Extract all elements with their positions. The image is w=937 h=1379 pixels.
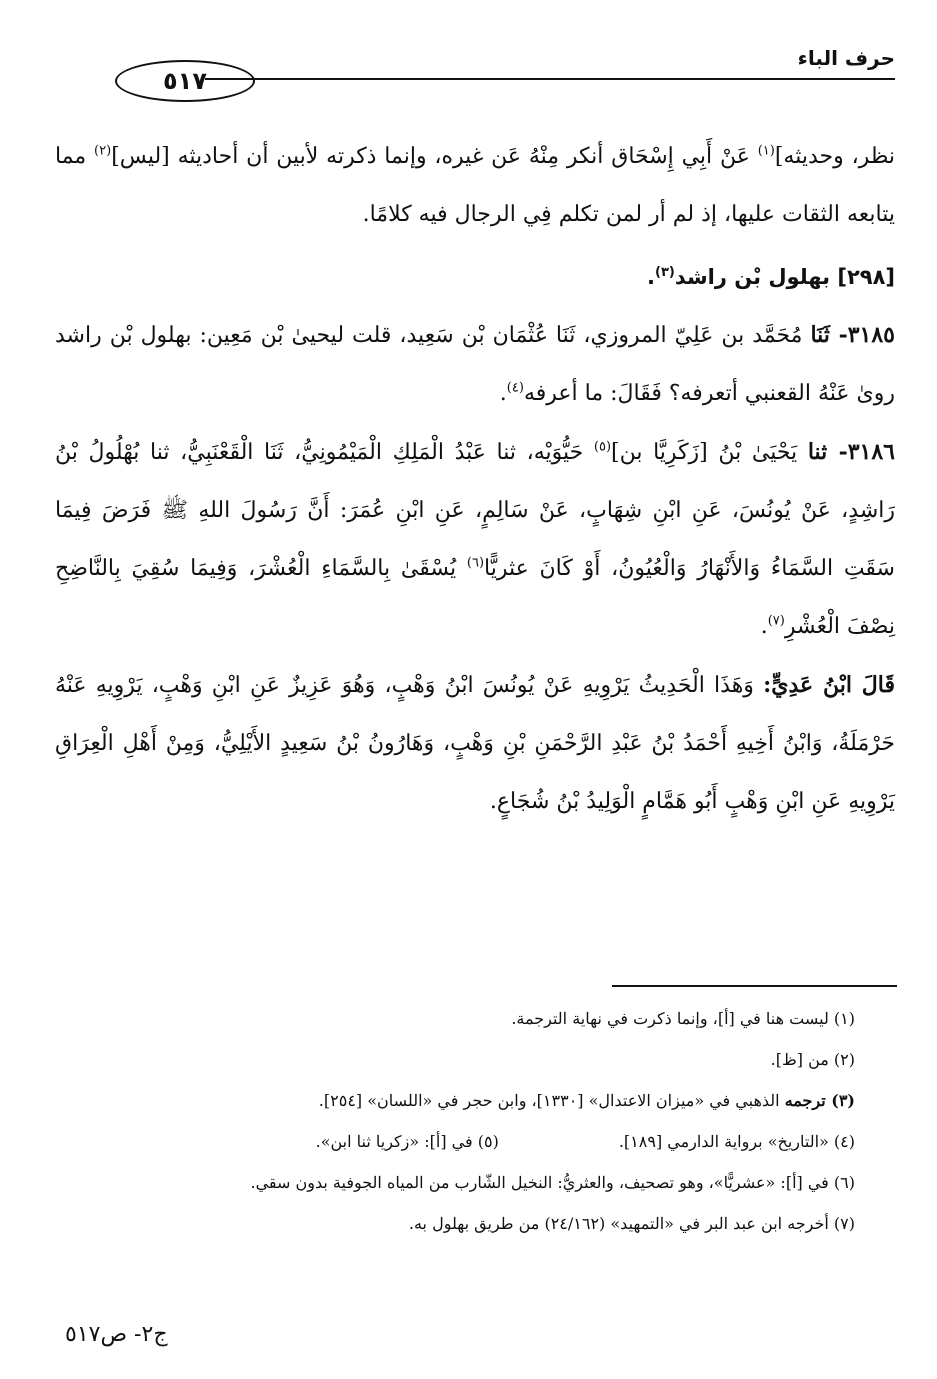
text-run: نظر، وحديثه]	[774, 144, 895, 169]
comment-lead: قَالَ ابْنُ عَدِيٍّ:	[763, 672, 895, 698]
footnote-3	[55, 1080, 855, 1121]
footnote-ref: (٦)	[466, 555, 485, 571]
footnote-separator	[612, 985, 897, 987]
text-run: مُحَمَّد بن عَلِيّ المروزي، ثَنَا عُثْمَان بْن سَعِيد، قلت ليحيىٰ بْن مَعِين: بهلول بْن راشد روىٰ عَنْهُ القعنبي أتعرفه؟ فَقَالَ: ما أعرفه	[55, 323, 895, 406]
main-text	[55, 128, 895, 831]
running-head: حرف الباء	[797, 46, 895, 70]
footnote-6: (٦) في [أ]: «عشريًّا»، وهو تصحيف، والعثريُّ: النخيل الشّارب من المياه الجوفية بدون سقي.	[250, 1173, 855, 1192]
footnote-row-4-5	[55, 1121, 855, 1162]
footnote-4: (٤) «التاريخ» برواية الدارمي [١٨٩].	[618, 1132, 855, 1151]
footnote-5: (٥) في [أ]: «زكريا ثنا ابن».	[315, 1132, 499, 1151]
text-run: الذهبي في «ميزان الاعتدال» [١٣٣٠]، وابن حجر في «اللسان» [٢٥٤].	[318, 1091, 785, 1110]
text-run: .	[647, 265, 655, 289]
text-run: حَيُّوَيْه، ثنا عَبْدُ الْمَلِكِ الْمَيْمُونِيُّ، ثَنَا الْقَعْنَبِيُّ، ثنا بُهْلُولُ بْنُ رَاشِدٍ، عَنْ يُونُسَ، عَنِ ابْنِ شِهَابٍ، عَنْ سَالِمٍ، عَنِ ابْنِ عُمَرَ: أَنَّ رَسُولَ اللهِ ﷺ فَرَضَ فِيمَا سَقَتِ السَّمَاءُ وَالأَنْهَارُ وَالْعُيُونُ، أَوْ كَانَ عثريًّا	[55, 440, 895, 581]
footnote-ref: (٧)	[767, 613, 785, 629]
ibn-adi-comment	[55, 656, 895, 831]
text-run: وَهَذَا الْحَدِيثُ يَرْوِيهِ عَنْ يُونُسَ ابْنُ وَهْبٍ، وَهُوَ عَزِيزٌ عَنِ ابْنِ وَهْبٍ، يَرْوِيهِ عَنْهُ حَرْمَلَةُ، وَابْنُ أَخِيهِ أَحْمَدُ بْنُ عَبْدِ الرَّحْمَنِ بْنِ وَهْبٍ، وَهَارُونُ بْنُ سَعِيدٍ الأَيْلِيُّ، وَمِنْ أَهْلِ الْعِرَاقِ يَرْوِيهِ عَنِ ابْنِ وَهْبٍ أَبُو هَمَّامٍ الْوَلِيدُ بْنُ شُجَاعٍ.	[55, 673, 895, 814]
footnote-ref: (٣)	[655, 265, 675, 280]
text-run: .	[499, 381, 507, 406]
text-run: يَحْيَىٰ بْنُ [زَكَرِيَّا بن]	[611, 440, 808, 465]
footnote-7: (٧) أخرجه ابن عبد البر في «التمهيد» (٢٤/١٦٢) من طريق بهلول به.	[408, 1214, 855, 1233]
text-run: .	[760, 614, 768, 639]
text-run: يُسْقَىٰ بِالسَّمَاءِ الْعُشْرَ، وَفِيمَا سُقِيَ بِالنَّاضِحِ نِصْفَ الْعُشْرِ	[55, 556, 895, 639]
footnote-ref: (٥)	[593, 439, 612, 455]
hadith-number: ٣١٨٦- ثنا	[807, 439, 895, 465]
page-header	[55, 38, 895, 108]
page-footer: ج٢- ص٥١٧	[65, 1322, 168, 1347]
footnote-1: (١) ليست هنا في [أ]، وإنما ذكرت في نهاية الترجمة.	[511, 1009, 855, 1028]
entry-title-text: [٢٩٨] بهلول بْن راشد	[674, 265, 895, 289]
footnote-lead: (٣) ترجمه	[784, 1091, 855, 1110]
page-number: ٥١٧	[163, 67, 207, 95]
hadith-3186	[55, 423, 895, 656]
footnote-ref: (١)	[757, 143, 775, 159]
text-run: عَنْ أَبِي إِسْحَاق أنكر مِنْهُ عَن غيره، وإنما ذكرته لأبين أن أحاديثه [ليس]	[111, 144, 758, 169]
paragraph-continuation	[55, 128, 895, 244]
footnote-ref: (٤)	[506, 380, 524, 396]
hadith-number: ٣١٨٥- ثَنَا	[810, 322, 895, 348]
entry-title	[55, 254, 895, 300]
hadith-3185	[55, 306, 895, 423]
footnote-ref: (٢)	[94, 143, 112, 159]
footnotes	[55, 998, 855, 1244]
header-rule	[205, 78, 895, 80]
page-number-oval	[115, 60, 255, 102]
text-run: مما يتابعه الثقات عليها، إذ لم أر لمن تكلم فِي الرجال فيه كلامًا.	[55, 144, 895, 227]
footnote-2: (٢) من [ظ].	[770, 1050, 855, 1069]
